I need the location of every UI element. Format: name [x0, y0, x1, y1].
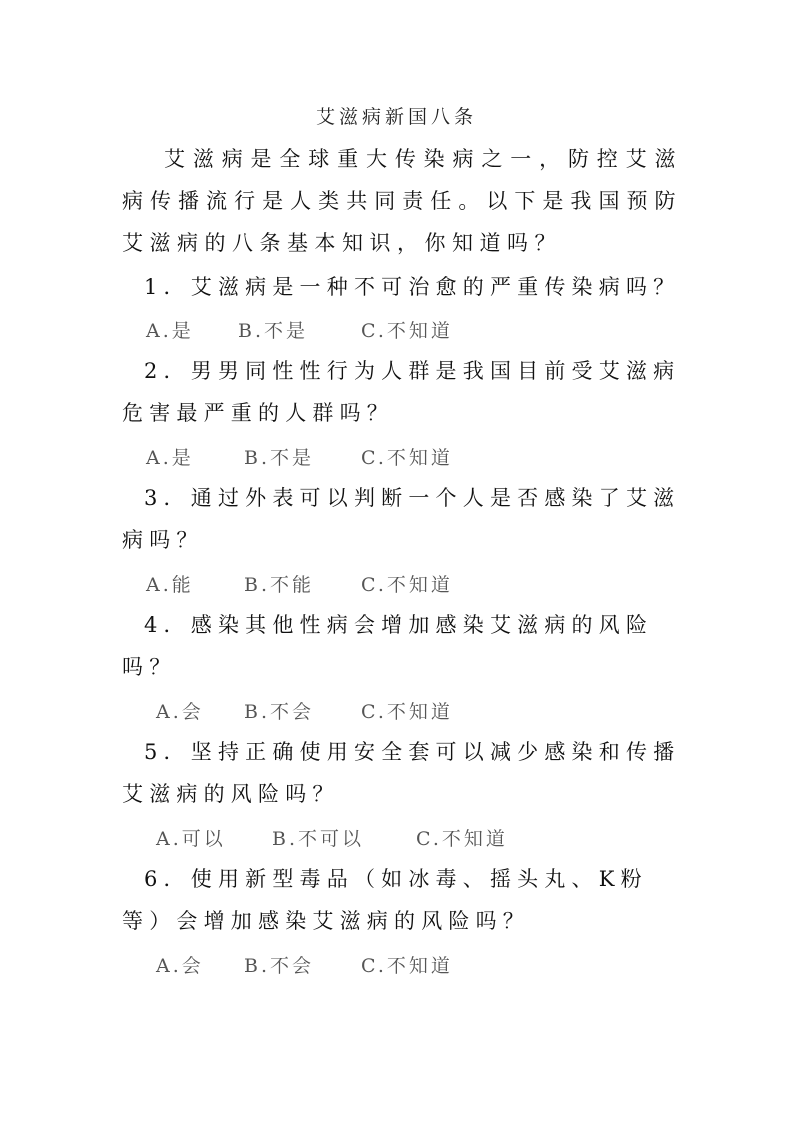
option-b: B.不能 — [244, 574, 315, 596]
option-b: B.不会 — [244, 955, 315, 977]
option-a: A.可以 — [156, 828, 226, 850]
question-4: 4．感染其他性病会增加感染艾滋病的风险吗？ — [122, 613, 654, 679]
option-b: B.不是 — [244, 447, 315, 469]
option-a: A.能 — [146, 574, 194, 596]
option-b: B.不是 — [238, 320, 309, 342]
option-c: C.不知道 — [361, 447, 453, 469]
option-c: C.不知道 — [361, 320, 453, 342]
question-5: 5．坚持正确使用安全套可以减少感染和传播艾滋病的风险吗？ — [122, 740, 681, 806]
option-a: A.会 — [156, 955, 204, 977]
question-3: 3．通过外表可以判断一个人是否感染了艾滋病吗？ — [122, 486, 681, 552]
option-b: B.不会 — [244, 701, 315, 723]
option-c: C.不知道 — [361, 955, 453, 977]
question-6: 6．使用新型毒品（如冰毒、摇头丸、K粉等）会增加感染艾滋病的风险吗？ — [122, 867, 648, 933]
option-c: C.不知道 — [361, 574, 453, 596]
option-c: C.不知道 — [416, 828, 508, 850]
page-title: 艾滋病新国八条 — [315, 106, 477, 128]
intro-paragraph: 艾滋病是全球重大传染病之一，防控艾滋病传播流行是人类共同责任。以下是我国预防艾滋病的八条基本知识，你知道吗？ — [122, 147, 682, 255]
option-c: C.不知道 — [361, 701, 453, 723]
question-1: 1．艾滋病是一种不可治愈的严重传染病吗？ — [144, 275, 681, 299]
option-a: A.是 — [146, 447, 194, 469]
option-b: B.不可以 — [272, 828, 365, 850]
option-a: A.是 — [146, 320, 194, 342]
option-a: A.会 — [156, 701, 204, 723]
question-2: 2．男男同性性行为人群是我国目前受艾滋病危害最严重的人群吗？ — [122, 359, 681, 425]
